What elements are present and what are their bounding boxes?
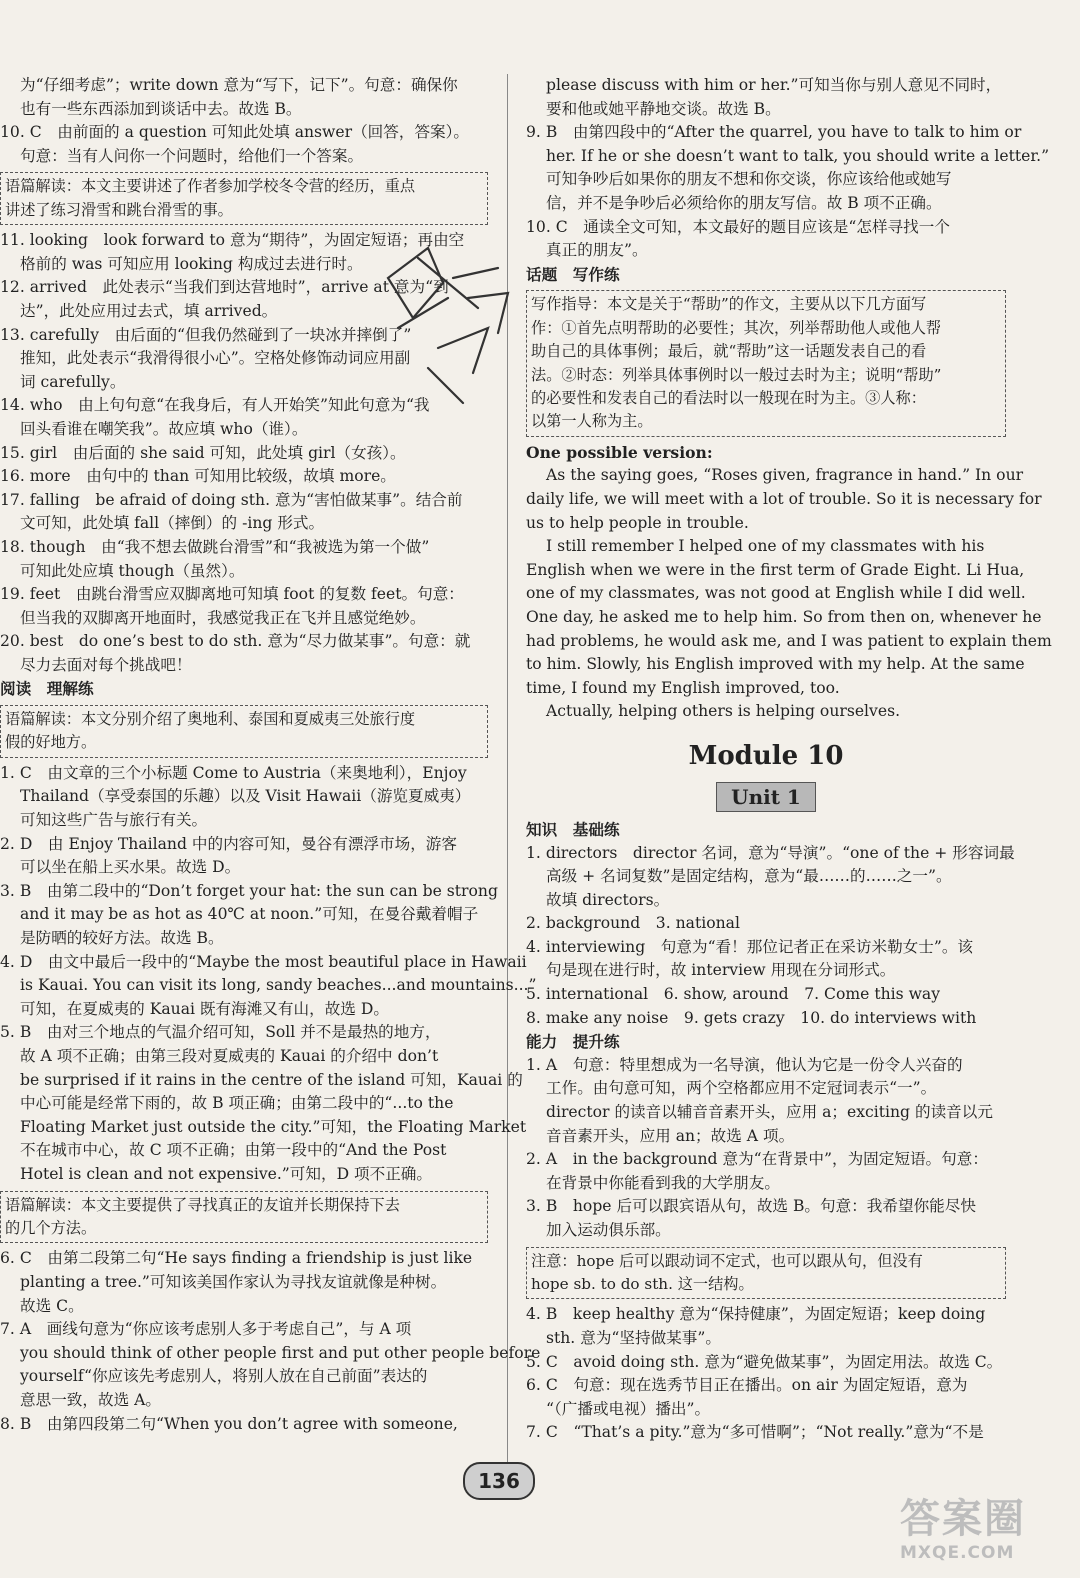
answer-line: 3. B hope 后可以跟宾语从句，故选 B。句意：我希望你能尽快 <box>526 1197 976 1216</box>
note-line: 的必要性和发表自己的看法时以一般现在时为主。③人称： <box>531 388 926 407</box>
answer-line: be surprised if it rains in the centre of the island 可知，Kauai 的 <box>20 1070 523 1089</box>
answer-line: 中心可能是经常下雨的，故 B 项正确；由第二段中的“...to the <box>20 1094 454 1113</box>
answer-line: 14. who 由上句句意“在我身后，有人开始笑”知此句意为“我 <box>0 396 430 415</box>
answer-line: 可知这些广告与旅行有关。 <box>20 811 208 830</box>
handwritten-marks <box>368 238 518 408</box>
answer-line: 可知，在夏威夷的 Kauai 既有海滩又有山，故选 D。 <box>20 999 389 1018</box>
unit-title: Unit 1 <box>716 782 816 812</box>
answer-line: 音音素开头，应用 an；故选 A 项。 <box>546 1126 795 1145</box>
answer-line: Thailand（享受泰国的乐趣）以及 Visit Hawaii（游览夏威夷） <box>20 787 471 806</box>
answer-line: 17. falling be afraid of doing sth. 意为“害怕做某事”。结合前 <box>0 490 463 509</box>
note-line: 的几个方法。 <box>5 1218 97 1237</box>
note-line: 写作指导：本文是关于“帮助”的作文，主要从以下几方面写 <box>531 295 927 314</box>
answer-line: 但当我的双脚离开地面时，我感觉我正在飞并且感觉绝妙。 <box>20 608 426 627</box>
unit-wrap <box>526 782 1006 812</box>
answer-line: 故 A 项不正确；由第三段对夏威夷的 Kauai 的介绍中 don’t <box>20 1047 439 1065</box>
watermark-main: 答案圈 <box>900 1496 1026 1542</box>
answer-line: 句是现在进行时，故 interview 用现在分词形式。 <box>546 961 896 980</box>
answer-line: 3. B 由第二段中的“Don’t forget your hat: the sun can be strong <box>0 881 498 900</box>
answer-line: 5. C avoid doing sth. 意为“避免做某事”，为固定用法。故选 C。 <box>526 1352 1003 1371</box>
answer-line: 10. C 由前面的 a question 可知此处填 answer（回答，答案）。 <box>0 123 470 142</box>
answer-line: yourself“你应该先考虑别人，将别人放在自己前面”表达的 <box>20 1367 428 1386</box>
answer-line: 1. C 由文章的三个小标题 Come to Austria（来奥地利），Enjoy <box>0 763 467 782</box>
answer-line: 在背景中你能看到我的大学朋友。 <box>546 1173 780 1192</box>
answer-line: planting a tree.”可知该美国作家认为寻找友谊就像是种树。 <box>20 1272 447 1291</box>
answer-line: 信，并不是争吵后必须给你的朋友写信。故 B 项不正确。 <box>546 193 942 212</box>
essay-line: English when we were in the first term of Grade Eight. Li Hua, <box>526 560 1025 579</box>
answer-line: you should think of other people first and put other people before <box>20 1343 541 1362</box>
answer-line: 12. arrived 此处表示“当我们到达营地时”，arrive at 意为“到 <box>0 278 449 297</box>
answer-line: 故选 C。 <box>20 1296 84 1315</box>
essay-line: As the saying goes, “Roses given, fragrance in hand.” In our <box>546 466 1024 485</box>
analysis-box <box>0 705 488 758</box>
answer-line: 7. C “That’s a pity.”意为“多可惜啊”；“Not really.”意为“不是 <box>526 1423 984 1442</box>
essay-line: I still remember I helped one of my classmates with his <box>546 537 985 556</box>
answer-line: 真正的朋友”。 <box>546 241 648 260</box>
essay-line: time, I found my English improved, too. <box>526 678 840 697</box>
answer-line: 4. B keep healthy 意为“保持健康”，为固定短语；keep doing <box>526 1305 986 1324</box>
attention-box <box>526 1247 1006 1300</box>
essay-line: daily life, we will meet with a lot of trouble. So it is necessary for <box>526 489 1042 508</box>
answer-line: Floating Market just outside the city.”可知，the Floating Market <box>20 1117 527 1136</box>
watermark-sub: MXQE.COM <box>900 1543 1015 1563</box>
answer-line: 词 carefully。 <box>20 372 126 391</box>
answer-line: her. If he or she doesn’t want to talk, you should write a letter.” <box>546 146 1050 165</box>
essay-line: Actually, helping others is helping ourselves. <box>546 702 901 721</box>
answer-line: 回头看谁在嘲笑我”。故应填 who（谁）。 <box>20 419 308 438</box>
answer-line: 18. though 由“我不想去做跳台滑雪”和“我被选为第一个做” <box>0 537 430 556</box>
answer-line: 文可知，此处填 fall（摔倒）的 -ing 形式。 <box>20 514 325 533</box>
note-line: 作：①首先点明帮助的必要性；其次，列举帮助他人或他人帮 <box>531 318 942 337</box>
note-line: 讲述了练习滑雪和跳台滑雪的事。 <box>5 200 233 219</box>
answer-line: 达”，此处应用过去式，填 arrived。 <box>20 301 278 320</box>
right-column <box>526 74 1052 1445</box>
answer-line: 要和他或她平静地交谈。故选 B。 <box>546 99 781 118</box>
answer-line: 1. directors director 名词，意为“导演”。“one of the + 形容词最 <box>526 843 1015 862</box>
note-line: 助自己的具体事例；最后，就“帮助”这一话题发表自己的看 <box>531 342 927 361</box>
answer-line: 不在城市中心，故 C 项不正确；由第一段中的“And the Post <box>20 1141 447 1160</box>
note-line: 假的好地方。 <box>5 733 97 752</box>
answer-line: 工作。由句意可知，两个空格都应用不定冠词表示“一”。 <box>546 1079 937 1098</box>
answer-line: 故填 directors。 <box>546 890 670 909</box>
answer-line: is Kauai. You can visit its long, sandy beaches...and mountains...” <box>20 976 537 995</box>
essay-line: one of my classmates, was not good at English while I did well. <box>526 584 1026 603</box>
note-line: 注意：hope 后可以跟动词不定式，也可以跟从句，但没有 <box>531 1251 923 1270</box>
answer-line: 可知争吵后如果你的朋友不想和你交谈，你应该给他或她写 <box>546 170 952 189</box>
answer-line: 为“仔细考虑”；write down 意为“写下，记下”。句意：确保你 <box>20 76 458 94</box>
essay-line: us to help people in trouble. <box>526 513 749 532</box>
answer-line: 也有一些东西添加到谈话中去。故选 B。 <box>20 99 302 118</box>
version-title: One possible version: <box>526 442 713 462</box>
page-number: 136 <box>463 1462 535 1500</box>
answer-line: 7. A 画线句意为“你应该考虑别人多于考虑自己”，与 A 项 <box>0 1320 412 1339</box>
answer-line: 5. B 由对三个地点的气温介绍可知，Soll 并不是最热的地方， <box>0 1023 441 1042</box>
answer-line: 2. background 3. national <box>526 914 740 933</box>
note-line: 语篇解读：本文主要提供了寻找真正的友谊并长期保持下去 <box>5 1195 400 1214</box>
module-title: Module 10 <box>688 740 844 771</box>
writing-guide-box <box>526 290 1006 436</box>
answer-line: 1. A 句意：特里想成为一名导演，他认为它是一份令人兴奋的 <box>526 1055 963 1074</box>
answer-line: 4. D 由文中最后一段中的“Maybe the most beautiful place in Hawaii <box>0 952 527 971</box>
section-heading-reading: 阅读 理解练 <box>0 679 94 699</box>
answer-line: 加入运动俱乐部。 <box>546 1221 671 1239</box>
note-line: 以第一人称为主。 <box>531 412 653 431</box>
answer-line: 意思一致，故选 A。 <box>20 1390 161 1409</box>
answer-line: 6. C 句意：现在选秀节目正在播出。on air 为固定短语，意为 <box>526 1376 968 1395</box>
answer-line: and it may be as hot as 40℃ at noon.”可知，在曼谷戴着帽子 <box>20 905 479 924</box>
note-line: hope sb. to do sth. 这一结构。 <box>531 1275 754 1293</box>
note-line: 语篇解读：本文主要讲述了作者参加学校冬令营的经历，重点 <box>5 177 416 196</box>
answer-line: 11. looking look forward to 意为“期待”，为固定短语；再由空 <box>0 231 465 250</box>
answer-line: 9. B 由第四段中的“After the quarrel, you have to talk to him or <box>526 123 1022 142</box>
answer-line: 20. best do one’s best to do sth. 意为“尽力做某事”。句意：就 <box>0 632 471 651</box>
answer-line: Hotel is clean and not expensive.”可知，D 项不正确。 <box>20 1164 432 1183</box>
section-heading-writing: 话题 写作练 <box>526 264 620 284</box>
answer-line: 可知此处应填 though（虽然）。 <box>20 561 245 580</box>
watermark-logo <box>900 1496 1076 1574</box>
essay-line: to him. Slowly, his English improved with my help. At the same <box>526 655 1025 674</box>
section-heading-ability: 能力 提升练 <box>526 1032 620 1052</box>
answer-line: please discuss with him or her.”可知当你与别人意见不同时， <box>546 76 1002 94</box>
answer-line: 5. international 6. show, around 7. Come this way <box>526 985 941 1004</box>
analysis-box <box>0 172 488 225</box>
answer-line: 4. interviewing 句意为“看！那位记者正在采访米勒女士”。该 <box>526 937 974 956</box>
answer-line: 16. more 由句中的 than 可知用比较级，故填 more。 <box>0 467 396 486</box>
answer-line: 2. D 由 Enjoy Thailand 中的内容可知，曼谷有漂浮市场，游客 <box>0 834 457 853</box>
answer-line: director 的读音以辅音音素开头，应用 a；exciting 的读音以元 <box>546 1103 993 1122</box>
answer-line: 可以坐在船上买水果。故选 D。 <box>20 858 241 877</box>
answer-line: 15. girl 由后面的 she said 可知，此处填 girl（女孩）。 <box>0 443 406 462</box>
answer-line: “（广播或电视）播出”。 <box>546 1399 711 1418</box>
answer-line: 2. A in the background 意为“在背景中”，为固定短语。句意： <box>526 1150 988 1169</box>
answer-line: 8. make any noise 9. gets crazy 10. do interviews with <box>526 1008 977 1027</box>
section-heading-knowledge: 知识 基础练 <box>526 819 620 839</box>
answer-line: 10. C 通读全文可知，本文最好的题目应该是“怎样寻找一个 <box>526 217 950 236</box>
answer-line: 高级 + 名词复数”是固定结构，意为“最……的……之一”。 <box>546 867 952 886</box>
answer-line: 格前的 was 可知应用 looking 构成过去进行时。 <box>20 254 363 273</box>
answer-line: 推知，此处表示“我滑得很小心”。空格处修饰动词应用副 <box>20 349 411 368</box>
answer-line: 句意：当有人问你一个问题时，给他们一个答案。 <box>20 146 364 165</box>
answer-line: 是防晒的较好方法。故选 B。 <box>20 929 224 948</box>
analysis-box <box>0 1191 488 1244</box>
answer-line: 19. feet 由跳台滑雪应双脚离地可知填 foot 的复数 feet。句意： <box>0 585 464 604</box>
essay-line: One day, he asked me to help him. So from then on, whenever he <box>526 607 1042 626</box>
answer-line: sth. 意为“坚持做某事”。 <box>546 1329 721 1347</box>
answer-line: 13. carefully 由后面的“但我仍然碰到了一块冰并摔倒了” <box>0 325 412 344</box>
answer-line: 8. B 由第四段第二句“When you don’t agree with someone, <box>0 1414 458 1433</box>
essay-line: had problems, he would ask me, and I was patient to explain them <box>526 631 1052 650</box>
note-line: 语篇解读：本文分别介绍了奥地利、泰国和夏威夷三处旅行度 <box>5 710 416 729</box>
note-line: 法。②时态：列举具体事例时以一般过去时为主；说明“帮助” <box>531 365 942 384</box>
answer-line: 6. C 由第二段第二句“He says finding a friendship is just like <box>0 1249 473 1268</box>
answer-line: 尽力去面对每个挑战吧！ <box>20 655 192 674</box>
